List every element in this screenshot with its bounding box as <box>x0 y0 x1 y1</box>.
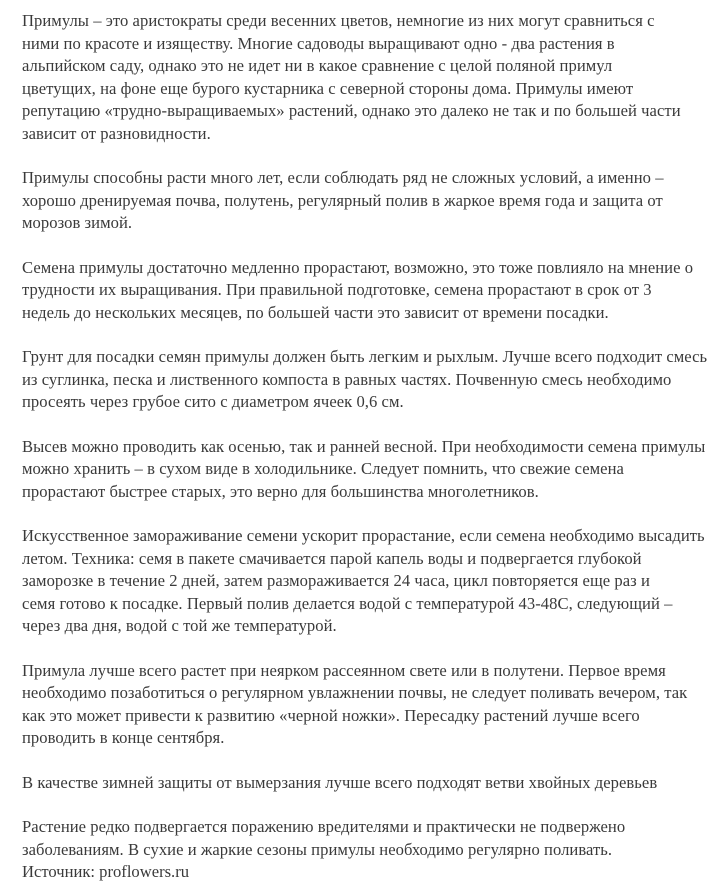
source-line: Источник: proflowers.ru <box>22 862 190 881</box>
paragraph-soil: Грунт для посадки семян примулы должен быть легким и рыхлым. Лучше всего подходит смесь из суглинка, песка и лиственного компоста в равных частях. Почвенную смесь необходимо просеять через грубое сито с диаметром ячеек 0,6 см. <box>22 347 708 411</box>
paragraph-freezing: Искусственное замораживание семени ускорит прорастание, если семена необходимо высадить летом. Техника: семя в пакете смачивается парой капель воды и подвергается глубокой заморозке в течение 2 дней, затем размораживается 24 часа, цикл повторяется еще раз и семя готово к посадке. Первый полив делается водой с температурой 43-48С, следующий – через два дня, водой с той же температурой. <box>22 526 705 635</box>
paragraph-intro: Примулы – это аристократы среди весенних цветов, немногие из них могут сравниться с ними по красоте и изяществу. Многие садоводы выращивают одно - два растения в альпийском саду, однако это не идет ни в какое сравнение с целой поляной примул цветущих, на фоне еще бурого кустарника с северной стороны дома. Примулы имеют репутацию «трудно-выращиваемых» растений, однако это далеко не так и по большей части зависит от разновидности. <box>22 11 681 143</box>
paragraph-sowing: Высев можно проводить как осенью, так и ранней весной. При необходимости семена примулы можно хранить – в сухом виде в холодильнике. Следует помнить, что свежие семена прорастают быстрее старых, это верно для большинства многолетников. <box>22 436 706 501</box>
paragraph-seeds: Семена примулы достаточно медленно прорастают, возможно, это тоже повлияло на мнение о трудности их выращивания. При правильной подготовке, семена прорастают в срок от 3 недель до нескольких месяцев, по большей части это зависит от времени посадки. <box>22 257 694 322</box>
paragraph-light: Примула лучше всего растет при неярком рассеянном свете или в полутени. Первое время необходимо позаботиться о регулярном увлажнении почвы, не следует поливать вечером, так как это может привести к развитию «черной ножки». Пересадку растений лучше всего проводить в конце сентября. <box>22 660 688 747</box>
article <box>22 10 718 884</box>
paragraph-winter: В качестве зимней защиты от вымерзания лучше всего подходят ветви хвойных деревьев <box>22 772 658 792</box>
paragraph-pests: Растение редко подвергается поражению вредителями и практически не подвержено заболеваниям. В сухие и жаркие сезоны примулы необходимо регулярно поливать. <box>22 817 626 859</box>
paragraph-conditions: Примулы способны расти много лет, если соблюдать ряд не сложных условий, а именно – хорошо дренируемая почва, полутень, регулярный полив в жаркое время года и защита от морозов зимой. <box>22 168 664 232</box>
